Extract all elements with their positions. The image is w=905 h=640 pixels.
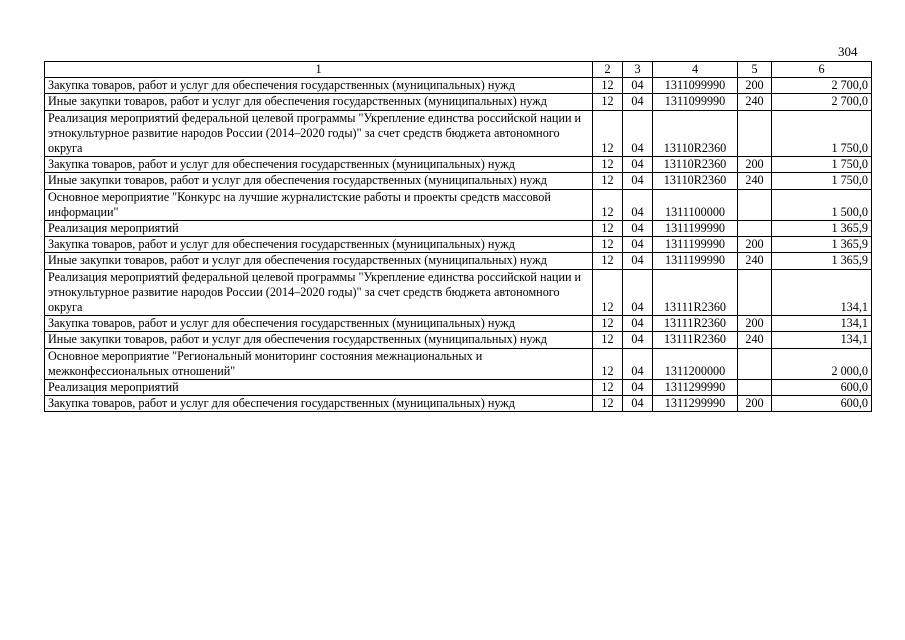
row-expense-type [738,269,772,316]
row-section: 12 [593,110,623,157]
row-section: 12 [593,94,623,110]
row-target-code: 1311099990 [653,78,738,94]
row-section: 12 [593,221,623,237]
row-subsection: 04 [623,189,653,220]
row-expense-type [738,110,772,157]
row-expense-type: 240 [738,332,772,348]
row-subsection: 04 [623,380,653,396]
row-subsection: 04 [623,221,653,237]
page-number: 304 [838,44,858,59]
row-subsection: 04 [623,157,653,173]
table-row [45,189,872,220]
row-subsection: 04 [623,237,653,253]
table-row [45,348,872,379]
row-section: 12 [593,269,623,316]
row-amount: 1 750,0 [772,157,872,173]
row-target-code: 13111R2360 [653,269,738,316]
row-subsection: 04 [623,269,653,316]
row-amount: 2 000,0 [772,348,872,379]
table-row [45,78,872,94]
row-amount: 134,1 [772,316,872,332]
row-subsection: 04 [623,396,653,412]
row-name: Закупка товаров, работ и услуг для обеспечения государственных (муниципальных) нужд [45,316,593,332]
row-expense-type: 240 [738,94,772,110]
row-target-code: 1311299990 [653,396,738,412]
row-amount: 1 750,0 [772,173,872,189]
row-subsection: 04 [623,94,653,110]
table-body [45,78,872,412]
row-section: 12 [593,189,623,220]
row-amount: 1 365,9 [772,221,872,237]
row-section: 12 [593,348,623,379]
row-expense-type: 200 [738,316,772,332]
row-section: 12 [593,173,623,189]
table-row [45,94,872,110]
row-section: 12 [593,396,623,412]
row-subsection: 04 [623,253,653,269]
header-col-1: 1 [45,62,593,78]
row-target-code: 1311199990 [653,221,738,237]
row-subsection: 04 [623,316,653,332]
row-name: Иные закупки товаров, работ и услуг для обеспечения государственных (муниципальных) нужд [45,253,593,269]
row-subsection: 04 [623,110,653,157]
row-amount: 1 500,0 [772,189,872,220]
row-name: Закупка товаров, работ и услуг для обеспечения государственных (муниципальных) нужд [45,237,593,253]
row-expense-type: 200 [738,396,772,412]
row-amount: 600,0 [772,396,872,412]
table-row [45,221,872,237]
row-name: Закупка товаров, работ и услуг для обеспечения государственных (муниципальных) нужд [45,157,593,173]
row-amount: 1 365,9 [772,237,872,253]
row-amount: 1 365,9 [772,253,872,269]
row-name: Иные закупки товаров, работ и услуг для обеспечения государственных (муниципальных) нужд [45,173,593,189]
header-col-2: 2 [593,62,623,78]
row-name: Реализация мероприятий [45,380,593,396]
row-name: Закупка товаров, работ и услуг для обеспечения государственных (муниципальных) нужд [45,78,593,94]
row-name: Иные закупки товаров, работ и услуг для обеспечения государственных (муниципальных) нужд [45,332,593,348]
row-target-code: 13110R2360 [653,110,738,157]
row-expense-type [738,189,772,220]
table-row [45,253,872,269]
row-target-code: 1311200000 [653,348,738,379]
row-target-code: 1311199990 [653,253,738,269]
row-name: Реализация мероприятий федеральной целевой программы "Укрепление единства российской нации и этнокультурное развитие народов России (2014–2020 годы)" за счет средств бюджета автономного округа [45,110,593,157]
table-header-row [45,62,872,78]
row-subsection: 04 [623,78,653,94]
row-target-code: 13111R2360 [653,332,738,348]
row-section: 12 [593,237,623,253]
row-amount: 134,1 [772,332,872,348]
table-row [45,396,872,412]
budget-table [44,61,872,412]
table-row [45,237,872,253]
row-target-code: 13111R2360 [653,316,738,332]
row-target-code: 1311199990 [653,237,738,253]
row-section: 12 [593,157,623,173]
row-name: Основное мероприятие "Конкурс на лучшие журналистские работы и проекты средств массовой информации" [45,189,593,220]
row-target-code: 1311099990 [653,94,738,110]
row-expense-type [738,348,772,379]
row-section: 12 [593,332,623,348]
row-amount: 2 700,0 [772,94,872,110]
header-col-5: 5 [738,62,772,78]
row-expense-type: 240 [738,173,772,189]
row-expense-type [738,380,772,396]
row-name: Основное мероприятие "Региональный мониторинг состояния межнациональных и межконфессиональных отношений" [45,348,593,379]
row-expense-type [738,221,772,237]
row-name: Иные закупки товаров, работ и услуг для обеспечения государственных (муниципальных) нужд [45,94,593,110]
table-row [45,269,872,316]
row-section: 12 [593,316,623,332]
row-expense-type: 200 [738,78,772,94]
table-row [45,173,872,189]
row-section: 12 [593,253,623,269]
row-expense-type: 200 [738,157,772,173]
header-col-4: 4 [653,62,738,78]
row-amount: 134,1 [772,269,872,316]
table-row [45,316,872,332]
header-col-3: 3 [623,62,653,78]
table-row [45,157,872,173]
row-subsection: 04 [623,173,653,189]
row-amount: 600,0 [772,380,872,396]
row-amount: 1 750,0 [772,110,872,157]
row-target-code: 1311100000 [653,189,738,220]
row-name: Закупка товаров, работ и услуг для обеспечения государственных (муниципальных) нужд [45,396,593,412]
row-target-code: 13110R2360 [653,157,738,173]
row-expense-type: 200 [738,237,772,253]
table-row [45,380,872,396]
row-expense-type: 240 [738,253,772,269]
row-amount: 2 700,0 [772,78,872,94]
row-section: 12 [593,380,623,396]
row-target-code: 1311299990 [653,380,738,396]
row-subsection: 04 [623,348,653,379]
header-col-6: 6 [772,62,872,78]
row-name: Реализация мероприятий [45,221,593,237]
row-subsection: 04 [623,332,653,348]
row-target-code: 13110R2360 [653,173,738,189]
row-section: 12 [593,78,623,94]
table-row [45,110,872,157]
table-row [45,332,872,348]
row-name: Реализация мероприятий федеральной целевой программы "Укрепление единства российской нации и этнокультурное развитие народов России (2014–2020 годы)" за счет средств бюджета автономного округа [45,269,593,316]
